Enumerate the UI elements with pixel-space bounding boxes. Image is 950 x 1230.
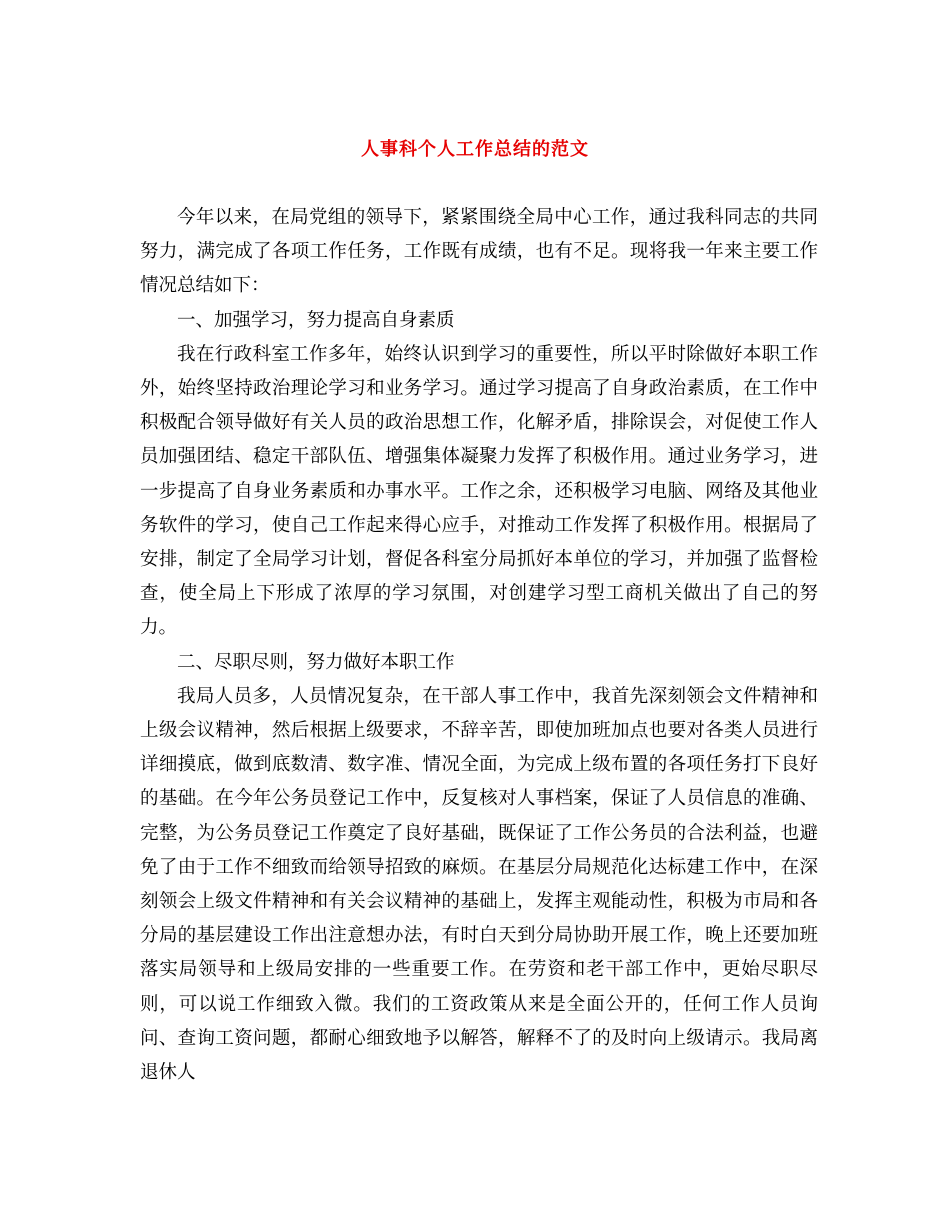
document-title: 人事科个人工作总结的范文 (361, 139, 589, 160)
section-heading-1: 一、加强学习，努力提高自身素质 (177, 309, 455, 331)
paragraph-intro: 今年以来，在局党组的领导下，紧紧围绕全局中心工作，通过我科同志的共同努力，满完成了各项工作任务，工作既有成绩，也有不足。现将我一年来主要工作情况总结如下： (140, 207, 818, 297)
section-heading-2: 二、尽职尽则，努力做好本职工作 (177, 651, 455, 673)
document-body (140, 201, 818, 1090)
paragraph-study: 我在行政科室工作多年，始终认识到学习的重要性，所以平时除做好本职工作外，始终坚持政治理论学习和业务学习。通过学习提高了自身政治素质，在工作中积极配合领导做好有关人员的政治思想工作，化解矛盾，排除误会，对促使工作人员加强团结、稳定干部队伍、增强集体凝聚力发挥了积极作用。通过业务学习，进一步提高了自身业务素质和办事水平。工作之余，还积极学习电脑、网络及其他业务软件的学习，使自己工作起来得心应手，对推动工作发挥了积极作用。根据局了安排，制定了全局学习计划，督促各科室分局抓好本单位的学习，并加强了监督检查，使全局上下形成了浓厚的学习氛围，对创建学习型工商机关做出了自己的努力。 (140, 343, 818, 639)
paragraph-duties: 我局人员多，人员情况复杂，在干部人事工作中，我首先深刻领会文件精神和上级会议精神，然后根据上级要求，不辞辛苦，即使加班加点也要对各类人员进行详细摸底，做到底数清、数字准、情况全面，为完成上级布置的各项任务打下良好的基础。在今年公务员登记工作中，反复核对人事档案，保证了人员信息的准确、完整，为公务员登记工作奠定了良好基础，既保证了工作公务员的合法利益，也避免了由于工作不细致而给领导招致的麻烦。在基层分局规范化达标建工作中，在深刻领会上级文件精神和有关会议精神的基础上，发挥主观能动性，积极为市局和各分局的基层建设工作出注意想办法，有时白天到分局协助开展工作，晚上还要加班落实局领导和上级局安排的一些重要工作。在劳资和老干部工作中，更始尽职尽则，可以说工作细致入微。我们的工资政策从来是全面公开的，任何工作人员询问、查询工资问题，都耐心细致地予以解答，解释不了的及时向上级请示。我局离退休人 (140, 685, 818, 1084)
